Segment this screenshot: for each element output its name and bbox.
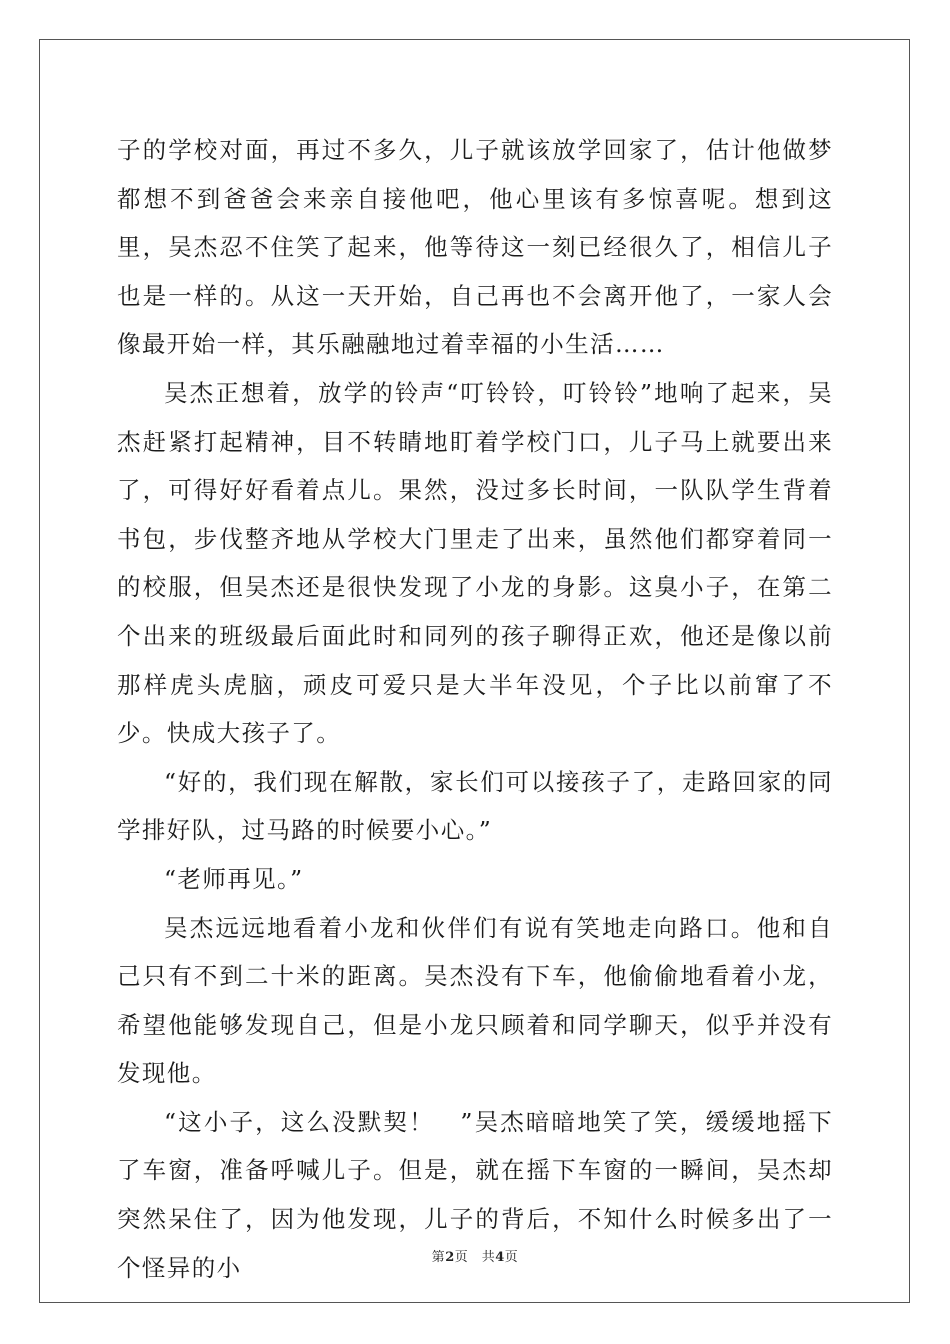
document-body	[117, 126, 833, 1292]
paragraph-5: 吴杰远远地看着小龙和伙伴们有说有笑地走向路口。他和自己只有不到二十米的距离。吴杰没有下车，他偷偷地看着小龙，希望他能够发现自己，但是小龙只顾着和同学聊天，似乎并没有发现他。	[117, 913, 833, 1088]
page-footer	[0, 1246, 950, 1265]
total-page-number: 4	[495, 1250, 505, 1265]
paragraph-4: “老师再见。”	[164, 864, 304, 893]
paragraph-1: 子的学校对面，再过不多久，儿子就该放学回家了，估计他做梦都想不到爸爸会来亲自接他吧，他心里该有多惊喜呢。想到这里，吴杰忍不住笑了起来，他等待这一刻已经很久了，相信儿子也是一样的。从这一天开始，自己再也不会离开他了，一家人会像最开始一样，其乐融融地过着幸福的小生活……	[117, 136, 833, 359]
paragraph-6: “这小子，这么没默契！ ”吴杰暗暗地笑了笑，缓缓地摇下了车窗，准备呼喊儿子。但是，就在摇下车窗的一瞬间，吴杰却突然呆住了，因为他发现，儿子的背后，不知什么时候多出了一个怪异的小	[117, 1107, 833, 1282]
page-mid: 页 共	[454, 1250, 496, 1265]
paragraph-3: “好的，我们现在解散，家长们可以接孩子了，走路回家的同学排好队，过马路的时候要小心。”	[117, 767, 833, 845]
page-prefix: 第	[431, 1250, 446, 1265]
page-suffix: 页	[504, 1250, 519, 1265]
current-page-number: 2	[445, 1250, 455, 1265]
paragraph-2: 吴杰正想着，放学的铃声“叮铃铃，叮铃铃”地响了起来，吴杰赶紧打起精神，目不转睛地盯着学校门口，儿子马上就要出来了，可得好好看着点儿。果然，没过多长时间，一队队学生背着书包，步伐整齐地从学校大门里走了出来，虽然他们都穿着同一的校服，但吴杰还是很快发现了小龙的身影。这臭小子，在第二个出来的班级最后面此时和同列的孩子聊得正欢，他还是像以前那样虎头虎脑，顽皮可爱只是大半年没见，个子比以前窜了不少。快成大孩子了。	[117, 378, 833, 748]
